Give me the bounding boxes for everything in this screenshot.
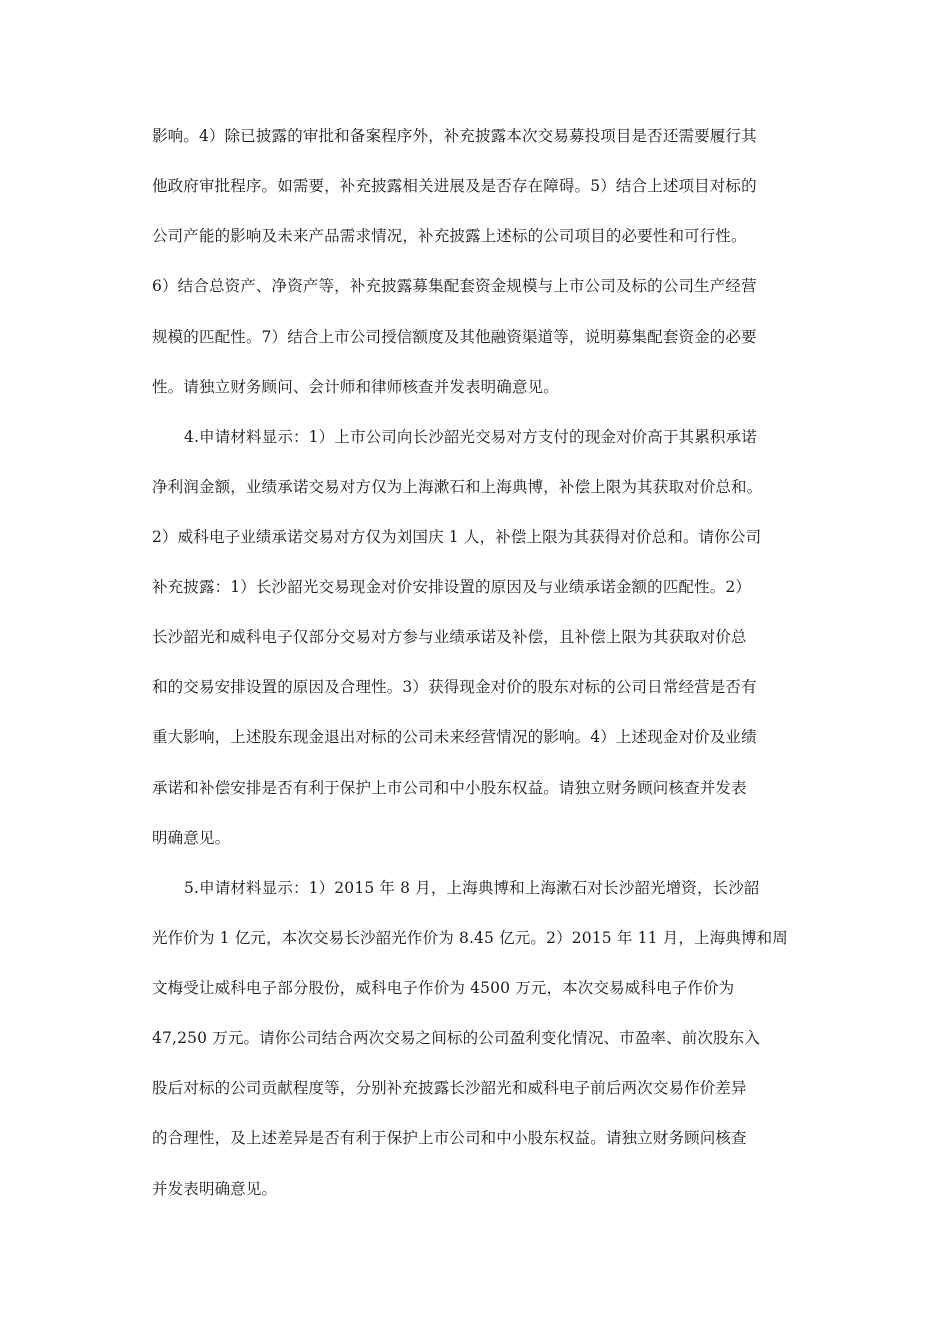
paragraph-line: 股后对标的公司贡献程度等，分别补充披露长沙韶光和威科电子前后两次交易作价差异: [152, 1079, 747, 1097]
paragraph-line: 的合理性，及上述差异是否有利于保护上市公司和中小股东权益。请独立财务顾问核查: [152, 1129, 747, 1147]
paragraph-line: 影响。4）除已披露的审批和备案程序外，补充披露本次交易募投项目是否还需要履行其: [152, 127, 757, 145]
paragraph-line: 规模的匹配性。7）结合上市公司授信额度及其他融资渠道等，说明募集配套资金的必要: [152, 328, 757, 346]
paragraph-line: 净利润金额，业绩承诺交易对方仅为上海漱石和上海典博，补偿上限为其获取对价总和。: [152, 478, 763, 496]
paragraph-line: 重大影响，上述股东现金退出对标的公司未来经营情况的影响。4）上述现金对价及业绩: [152, 728, 757, 746]
paragraph-line: 明确意见。: [152, 829, 231, 847]
paragraph-line: 6）结合总资产、净资产等，补充披露募集配套资金规模与上市公司及标的公司生产经营: [152, 277, 757, 295]
paragraph-line: 47,250 万元。请你公司结合两次交易之间标的公司盈利变化情况、市盈率、前次股东入: [152, 1029, 760, 1047]
paragraph-line: 承诺和补偿安排是否有利于保护上市公司和中小股东权益。请独立财务顾问核查并发表: [152, 779, 747, 797]
paragraph-line: 补充披露：1）长沙韶光交易现金对价安排设置的原因及与业绩承诺金额的匹配性。2）: [152, 578, 752, 596]
paragraph-line: 和的交易安排设置的原因及合理性。3）获得现金对价的股东对标的公司日常经营是否有: [152, 678, 757, 696]
paragraph-line: 光作价为 1 亿元，本次交易长沙韶光作价为 8.45 亿元。2）2015 年 11 月，上海典博和周: [152, 929, 788, 947]
paragraph-line: 4.申请材料显示：1）上市公司向长沙韶光交易对方支付的现金对价高于其累积承诺: [184, 428, 757, 446]
paragraph-line: 文梅受让威科电子部分股份，威科电子作价为 4500 万元，本次交易威科电子作价为: [152, 979, 735, 997]
paragraph-line: 并发表明确意见。: [152, 1180, 278, 1198]
paragraph-line: 2）威科电子业绩承诺交易对方仅为刘国庆 1 人，补偿上限为其获得对价总和。请你公司: [152, 528, 762, 546]
paragraph-line: 5.申请材料显示：1）2015 年 8 月，上海典博和上海漱石对长沙韶光增资，长沙韶: [184, 879, 760, 897]
paragraph-line: 长沙韶光和威科电子仅部分交易对方参与业绩承诺及补偿，且补偿上限为其获取对价总: [152, 628, 747, 646]
paragraph-line: 性。请独立财务顾问、会计师和律师核查并发表明确意见。: [152, 378, 559, 396]
paragraph-line: 他政府审批程序。如需要，补充披露相关进展及是否存在障碍。5）结合上述项目对标的: [152, 177, 757, 195]
paragraph-line: 公司产能的影响及未来产品需求情况，补充披露上述标的公司项目的必要性和可行性。: [152, 227, 747, 245]
